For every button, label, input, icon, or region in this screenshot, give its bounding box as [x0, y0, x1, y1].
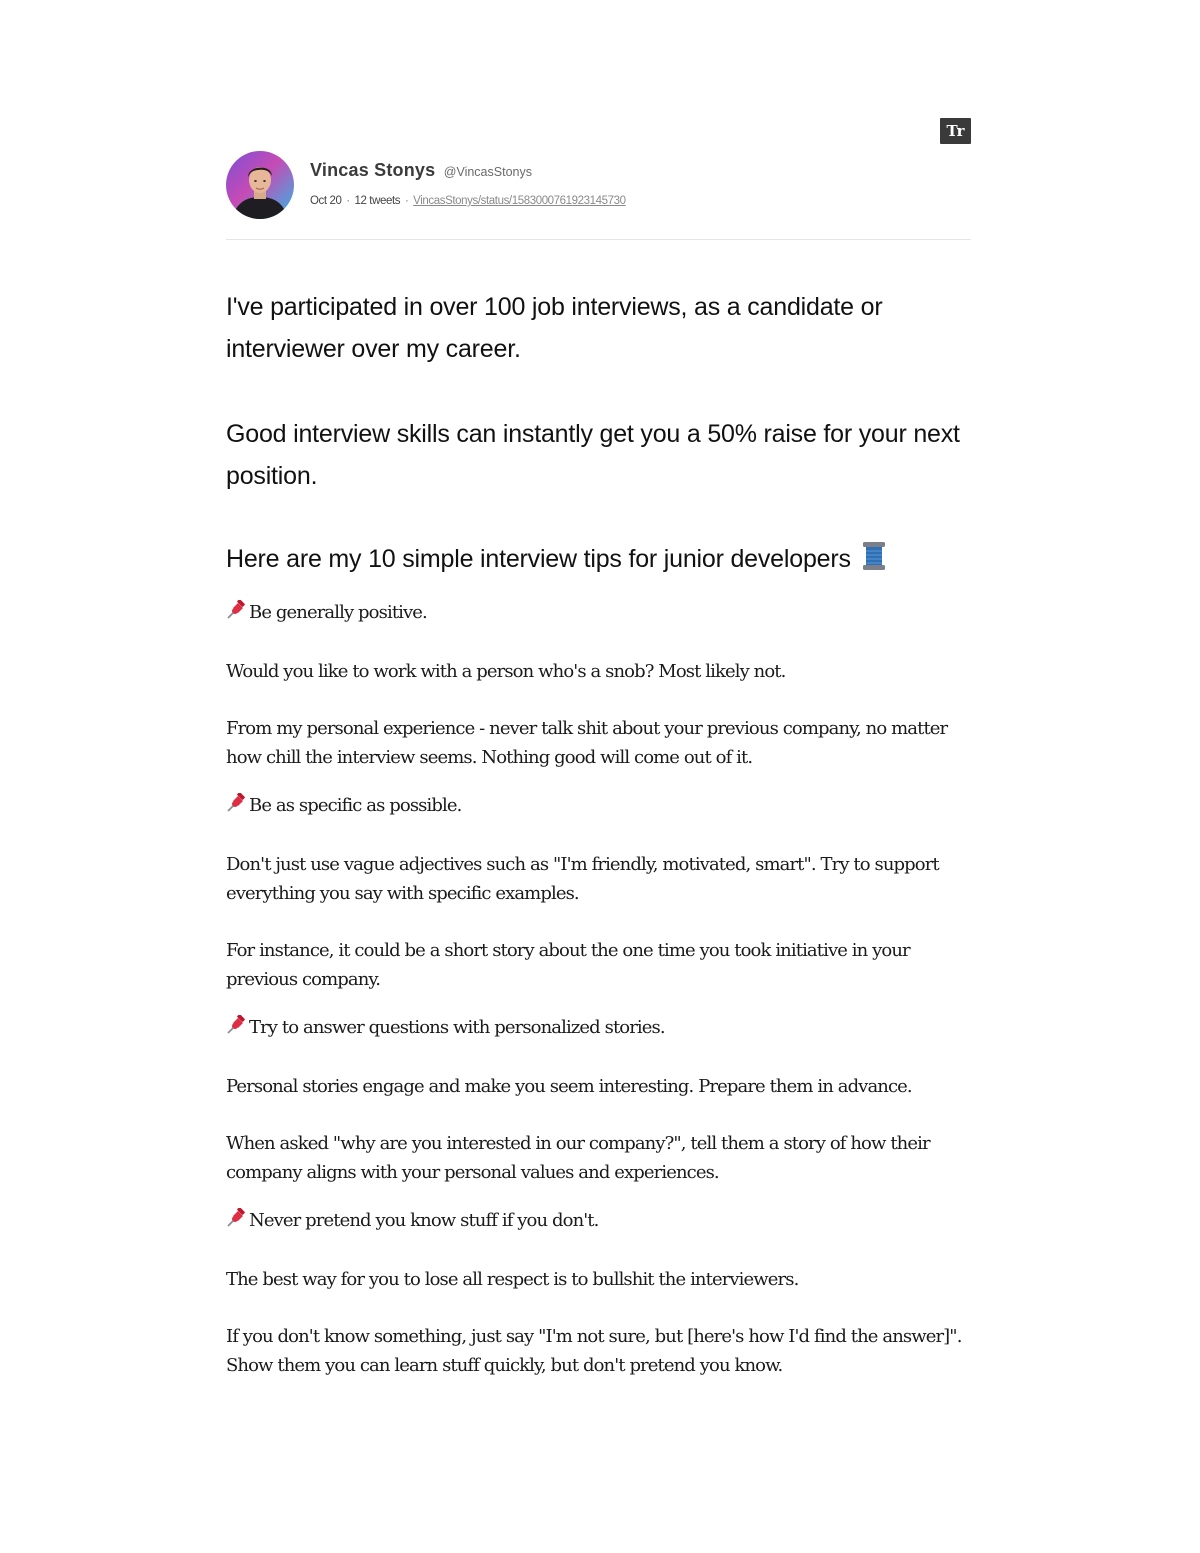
pushpin-icon — [226, 1015, 246, 1044]
tip-paragraph: When asked "why are you interested in our company?", tell them a story of how their company aligns with your personal values and experiences. — [226, 1133, 930, 1183]
pushpin-icon — [226, 1208, 246, 1237]
tip-title — [226, 791, 971, 822]
tip-title-text: Be as specific as possible. — [249, 795, 462, 816]
tweet-header — [226, 151, 971, 240]
intro-paragraph: Good interview skills can instantly get you a 50% raise for your next position. — [226, 420, 960, 490]
tip-paragraph: Personal stories engage and make you seem interesting. Prepare them in advance. — [226, 1076, 912, 1097]
thread-heading — [226, 540, 971, 582]
tip-title — [226, 1013, 971, 1044]
tweet-meta — [310, 195, 626, 207]
tip-paragraph: If you don't know something, just say "I'm not sure, but [here's how I'd find the answer]". Show them you can learn stuff quickly, but don't pretend you know. — [226, 1326, 962, 1376]
tip-paragraph: The best way for you to lose all respect is to bullshit the interviewers. — [226, 1269, 799, 1290]
tip-paragraph: Would you like to work with a person who's a snob? Most likely not. — [226, 661, 786, 682]
tip-title-text: Be generally positive. — [249, 602, 427, 623]
tip-paragraph: Don't just use vague adjectives such as "I'm friendly, motivated, smart". Try to support everything you say with specific examples. — [226, 854, 939, 904]
thread-heading-text: Here are my 10 simple interview tips for junior developers — [226, 545, 851, 573]
author-line — [310, 160, 532, 181]
pushpin-icon — [226, 600, 246, 629]
thread-content — [226, 286, 971, 1380]
pushpin-icon — [226, 793, 246, 822]
translate-badge[interactable]: Tr — [940, 118, 971, 144]
author-handle[interactable]: @VincasStonys — [443, 165, 532, 179]
meta-separator: · — [404, 195, 409, 207]
meta-separator: · — [346, 195, 350, 207]
tweet-count: 12 tweets — [354, 195, 401, 207]
tweet-source-link[interactable]: VincasStonys/status/1583000761923145730 — [413, 195, 626, 207]
author-name[interactable]: Vincas Stonys — [310, 160, 436, 180]
avatar — [226, 151, 294, 219]
tweet-date: Oct 20 — [310, 195, 342, 207]
spool-icon — [862, 541, 886, 582]
intro-paragraph: I've participated in over 100 job interviews, as a candidate or interviewer over my career. — [226, 293, 883, 363]
tip-title-text: Try to answer questions with personalized stories. — [249, 1017, 665, 1038]
avatar-image — [226, 151, 294, 219]
tip-title — [226, 598, 971, 629]
tip-paragraph: For instance, it could be a short story about the one time you took initiative in your previous company. — [226, 940, 910, 990]
tip-paragraph: From my personal experience - never talk shit about your previous company, no matter how chill the interview seems. Nothing good will come out of it. — [226, 718, 948, 768]
tip-title-text: Never pretend you know stuff if you don't. — [249, 1210, 599, 1231]
tip-title — [226, 1206, 971, 1237]
